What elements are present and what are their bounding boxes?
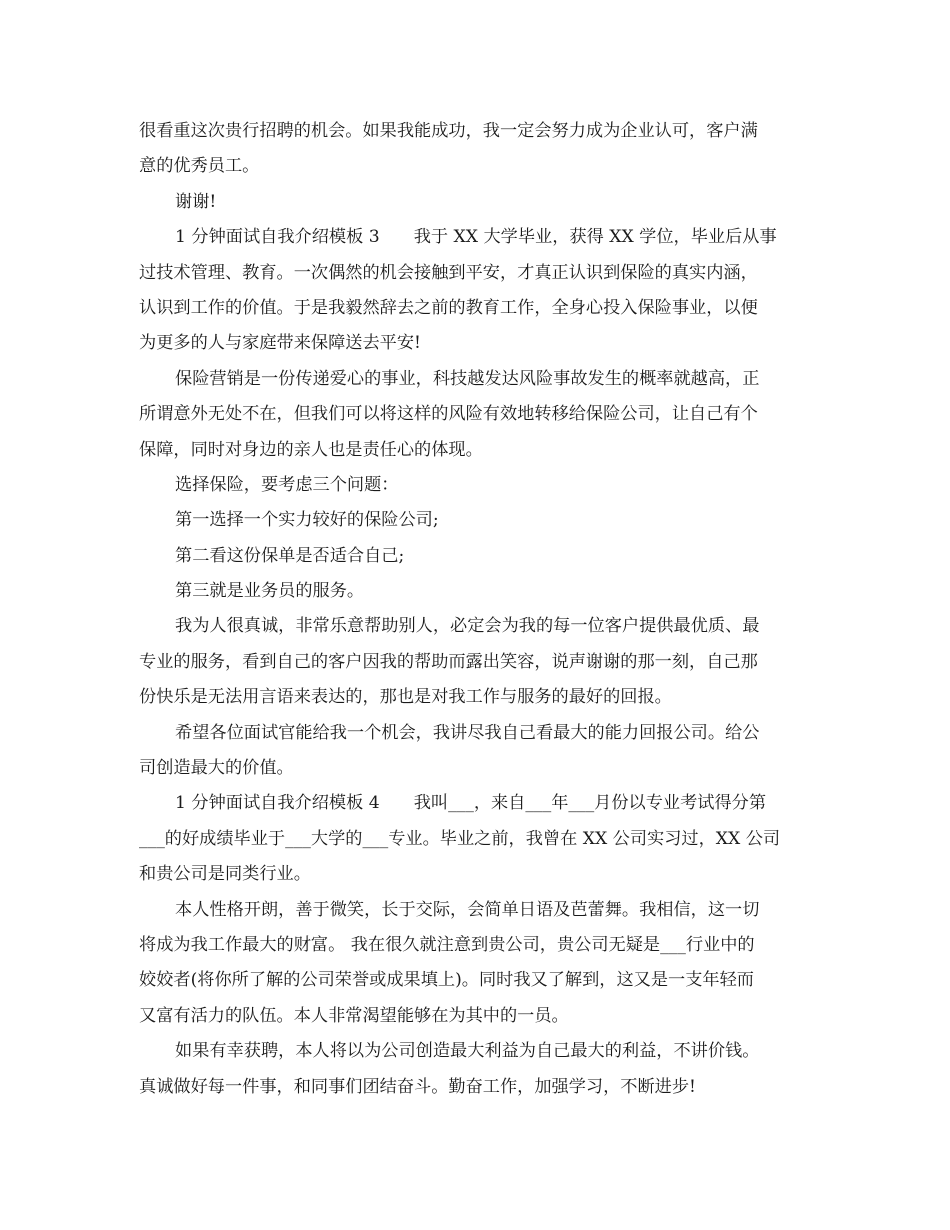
paragraph xyxy=(139,609,817,715)
text-line: 份快乐是无法用言语来表达的，那也是对我工作与服务的最好的回报。 xyxy=(139,687,672,708)
text-line: 和贵公司是同类行业。 xyxy=(139,864,311,885)
section-heading: 1 分钟面试自我介绍模板 3 xyxy=(175,227,380,248)
paragraph xyxy=(139,1034,817,1105)
text-line: 保险营销是一份传递爱心的事业，科技越发达风险事故发生的概率就越高，正 xyxy=(175,368,760,389)
text-line: 司创造最大的价值。 xyxy=(139,758,294,779)
text-line: 姣姣者(将你所了解的公司荣誉或成果填上)。同时我又了解到，这又是一支年轻而 xyxy=(139,970,754,991)
paragraph xyxy=(139,220,817,362)
paragraph xyxy=(139,716,817,787)
text-line: 所谓意外无处不在，但我们可以将这样的风险有效地转移给保险公司，让自己有个 xyxy=(139,404,758,425)
text-line: 谢谢! xyxy=(175,191,217,212)
text-line xyxy=(139,786,817,821)
text-line: 我为人很真诚，非常乐意帮助别人，必定会为我的每一位客户提供最优质、最 xyxy=(175,616,760,637)
section-heading: 1 分钟面试自我介绍模板 4 xyxy=(175,793,380,814)
text-line: 又富有活力的队伍。本人非常渴望能够在为其中的一员。 xyxy=(139,1005,569,1026)
paragraph xyxy=(139,503,817,538)
text-line: 第三就是业务员的服务。 xyxy=(175,581,365,602)
text-line: 很看重这次贵行招聘的机会。如果我能成功，我一定会努力成为企业认可，客户满 xyxy=(139,121,758,141)
text-line: 将成为我工作最大的财富。 我在很久就注意到贵公司，贵公司无疑是___行业中的 xyxy=(139,934,755,955)
paragraph xyxy=(139,362,817,468)
text-line: 专业的服务，看到自己的客户因我的帮助而露出笑容，说声谢谢的那一刻，自己那 xyxy=(139,651,758,672)
text-line: 本人性格开朗，善于微笑，长于交际，会简单日语及芭蕾舞。我相信，这一切 xyxy=(175,899,760,920)
text-line xyxy=(139,220,817,255)
paragraph xyxy=(139,893,817,1035)
paragraph xyxy=(139,539,817,574)
text-line: 为更多的人与家庭带来保障送去平安! xyxy=(139,333,421,354)
text-run: 我叫___，来自___年___月份以专业考试得分第 xyxy=(413,793,767,814)
text-line: 真诚做好每一件事，和同事们团结奋斗。勤奋工作，加强学习，不断进步! xyxy=(139,1076,696,1097)
text-line: 认识到工作的价值。于是我毅然辞去之前的教育工作，全身心投入保险事业，以便 xyxy=(139,297,758,318)
text-line: 第一选择一个实力较好的保险公司; xyxy=(175,510,439,531)
paragraph xyxy=(139,114,817,185)
text-line: 如果有幸获聘，本人将以为公司创造最大利益为自己最大的利益，不讲价钱。 xyxy=(175,1041,760,1062)
paragraph xyxy=(139,786,817,892)
paragraph xyxy=(139,185,817,220)
text-run: 我于 XX 大学毕业，获得 XX 学位，毕业后从事 xyxy=(413,227,777,248)
text-line: 第二看这份保单是否适合自己; xyxy=(175,545,405,566)
paragraph xyxy=(139,468,817,503)
text-line: 选择保险，要考虑三个问题： xyxy=(175,474,399,495)
text-line: 保障，同时对身边的亲人也是责任心的体现。 xyxy=(139,439,483,460)
text-line: ___的好成绩毕业于___大学的___专业。毕业之前，我曾在 XX 公司实习过，XX 公司 xyxy=(139,828,781,849)
paragraph xyxy=(139,574,817,609)
document-body xyxy=(139,114,817,1105)
text-line: 过技术管理、教育。一次偶然的机会接触到平安，才真正认识到保险的真实内涵， xyxy=(139,262,758,283)
text-line: 希望各位面试官能给我一个机会，我讲尽我自己看最大的能力回报公司。给公 xyxy=(175,722,760,743)
text-line: 意的优秀员工。 xyxy=(139,156,260,177)
